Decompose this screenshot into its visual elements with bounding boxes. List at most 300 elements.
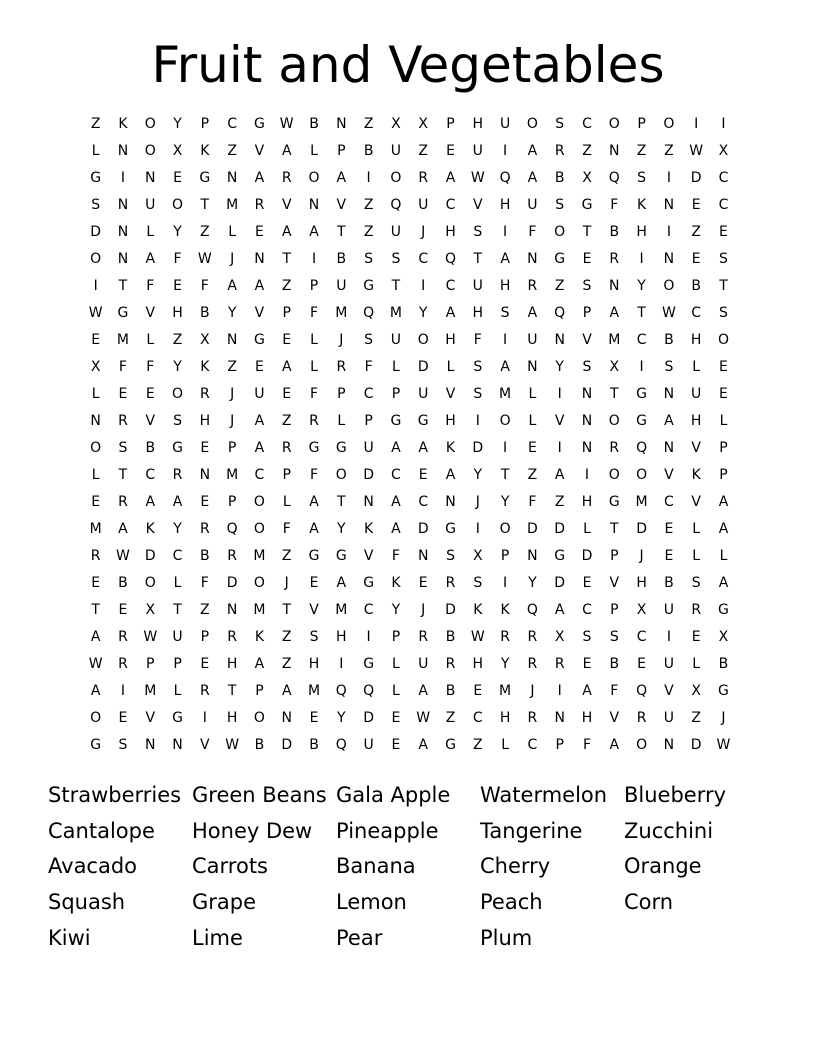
grid-letter[interactable]: U	[472, 142, 483, 159]
grid-letter[interactable]: Z	[554, 277, 565, 294]
grid-letter[interactable]: A	[281, 142, 292, 159]
grid-letter[interactable]: Q	[444, 250, 457, 267]
grid-letter[interactable]: A	[718, 493, 729, 510]
grid-letter[interactable]: B	[445, 628, 456, 645]
grid-letter[interactable]: H	[226, 655, 238, 672]
grid-letter[interactable]: O	[636, 736, 648, 753]
grid-letter[interactable]: M	[226, 466, 239, 483]
grid-letter[interactable]: S	[364, 331, 374, 348]
grid-letter[interactable]: Y	[227, 304, 237, 321]
grid-letter[interactable]: E	[309, 574, 319, 591]
grid-letter[interactable]: H	[499, 277, 511, 294]
grid-letter[interactable]: U	[691, 385, 702, 402]
grid-letter[interactable]: P	[391, 628, 401, 645]
grid-letter[interactable]: O	[90, 250, 102, 267]
grid-letter[interactable]: Z	[281, 628, 292, 645]
grid-letter[interactable]: D	[527, 520, 538, 537]
grid-letter[interactable]: P	[610, 547, 619, 564]
grid-letter[interactable]: Z	[363, 115, 374, 132]
grid-letter[interactable]: G	[117, 304, 129, 321]
grid-letter[interactable]: N	[117, 142, 129, 159]
grid-letter[interactable]: Q	[335, 682, 347, 699]
grid-letter[interactable]: N	[90, 412, 101, 429]
grid-letter[interactable]: V	[609, 709, 620, 726]
grid-letter[interactable]: A	[445, 169, 456, 186]
grid-letter[interactable]: J	[421, 601, 426, 618]
grid-letter[interactable]: M	[116, 331, 129, 348]
grid-letter[interactable]: F	[610, 196, 619, 213]
grid-letter[interactable]: N	[581, 439, 593, 456]
grid-letter[interactable]: S	[691, 574, 701, 591]
grid-letter[interactable]: C	[145, 466, 156, 483]
grid-letter[interactable]: G	[417, 412, 429, 429]
grid-letter[interactable]: G	[90, 169, 102, 186]
grid-letter[interactable]: S	[555, 196, 565, 213]
grid-letter[interactable]: Y	[555, 358, 564, 375]
grid-letter[interactable]: H	[499, 196, 511, 213]
grid-letter[interactable]: G	[90, 736, 102, 753]
grid-letter[interactable]: E	[173, 277, 182, 294]
grid-letter[interactable]: H	[581, 709, 593, 726]
grid-letter[interactable]: S	[664, 358, 674, 375]
grid-letter[interactable]: S	[309, 628, 319, 645]
grid-letter[interactable]: C	[636, 331, 647, 348]
grid-letter[interactable]: P	[337, 385, 346, 402]
grid-letter[interactable]: V	[609, 574, 620, 591]
grid-letter[interactable]: Z	[281, 412, 292, 429]
grid-letter[interactable]: S	[473, 385, 483, 402]
grid-letter[interactable]: E	[282, 331, 292, 348]
grid-letter[interactable]: O	[499, 412, 511, 429]
grid-letter[interactable]: H	[336, 628, 347, 645]
grid-letter[interactable]: E	[637, 655, 647, 672]
grid-letter[interactable]: Y	[173, 223, 182, 240]
grid-letter[interactable]: I	[93, 277, 98, 294]
grid-letter[interactable]: J	[230, 412, 235, 429]
grid-letter[interactable]: U	[418, 385, 429, 402]
grid-letter[interactable]: Z	[664, 142, 674, 159]
grid-letter[interactable]: N	[226, 601, 238, 618]
grid-letter[interactable]: U	[472, 277, 483, 294]
grid-letter[interactable]: H	[199, 412, 211, 429]
grid-letter[interactable]: P	[282, 304, 291, 321]
grid-letter[interactable]: Y	[528, 574, 537, 591]
grid-letter[interactable]: R	[418, 628, 429, 645]
grid-letter[interactable]: A	[336, 574, 347, 591]
grid-letter[interactable]: G	[335, 439, 347, 456]
grid-letter[interactable]: U	[390, 223, 402, 240]
grid-letter[interactable]: B	[445, 682, 456, 699]
grid-letter[interactable]: F	[200, 277, 209, 294]
grid-letter[interactable]: C	[582, 601, 592, 618]
grid-letter[interactable]: O	[90, 709, 102, 726]
grid-letter[interactable]: O	[308, 169, 320, 186]
grid-letter[interactable]: R	[527, 628, 538, 645]
grid-letter[interactable]: E	[719, 385, 728, 402]
grid-letter[interactable]: Z	[281, 547, 292, 564]
grid-letter[interactable]: V	[445, 385, 456, 402]
grid-letter[interactable]: S	[118, 736, 128, 753]
grid-letter[interactable]: E	[527, 439, 537, 456]
grid-letter[interactable]: Q	[526, 601, 538, 618]
grid-letter[interactable]: E	[91, 574, 101, 591]
grid-letter[interactable]: E	[391, 709, 401, 726]
grid-letter[interactable]: O	[172, 385, 184, 402]
grid-letter[interactable]: M	[499, 682, 512, 699]
grid-letter[interactable]: N	[663, 250, 675, 267]
grid-letter[interactable]: I	[366, 169, 371, 186]
grid-letter[interactable]: L	[337, 412, 346, 429]
grid-letter[interactable]: M	[635, 493, 648, 510]
grid-letter[interactable]: L	[310, 331, 318, 348]
grid-letter[interactable]: V	[200, 736, 210, 753]
grid-letter[interactable]: F	[173, 250, 182, 267]
grid-letter[interactable]: A	[145, 493, 156, 510]
grid-letter[interactable]: L	[692, 655, 701, 672]
grid-letter[interactable]: G	[254, 115, 265, 132]
grid-letter[interactable]: G	[199, 169, 211, 186]
grid-letter[interactable]: V	[336, 196, 347, 213]
grid-letter[interactable]: G	[390, 412, 402, 429]
grid-letter[interactable]: E	[118, 709, 128, 726]
grid-letter[interactable]: T	[610, 385, 619, 402]
grid-letter[interactable]: A	[718, 574, 729, 591]
grid-letter[interactable]: R	[90, 547, 101, 564]
grid-letter[interactable]: R	[199, 682, 210, 699]
grid-letter[interactable]: E	[200, 439, 210, 456]
grid-letter[interactable]: H	[472, 115, 484, 132]
grid-letter[interactable]: L	[392, 358, 400, 375]
grid-letter[interactable]: N	[417, 547, 429, 564]
grid-letter[interactable]: A	[281, 682, 292, 699]
grid-letter[interactable]: Z	[90, 115, 101, 132]
grid-letter[interactable]: E	[391, 736, 401, 753]
grid-letter[interactable]: A	[609, 304, 620, 321]
grid-letter[interactable]: R	[281, 439, 292, 456]
grid-letter[interactable]: U	[145, 196, 156, 213]
grid-letter[interactable]: Z	[582, 142, 592, 159]
grid-letter[interactable]: U	[418, 196, 429, 213]
grid-letter[interactable]: A	[90, 628, 101, 645]
grid-letter[interactable]: N	[199, 466, 211, 483]
grid-letter[interactable]: E	[200, 493, 210, 510]
grid-letter[interactable]: O	[90, 439, 102, 456]
grid-letter[interactable]: W	[661, 304, 676, 321]
grid-letter[interactable]: H	[690, 331, 702, 348]
grid-letter[interactable]: U	[363, 736, 374, 753]
grid-letter[interactable]: V	[254, 142, 265, 159]
grid-letter[interactable]: W	[88, 655, 103, 672]
grid-letter[interactable]: Q	[390, 196, 402, 213]
grid-letter[interactable]: A	[664, 412, 674, 429]
grid-letter[interactable]: K	[118, 115, 128, 132]
grid-letter[interactable]: N	[281, 709, 292, 726]
grid-letter[interactable]: U	[527, 196, 538, 213]
grid-letter[interactable]: I	[584, 466, 590, 483]
grid-letter[interactable]: O	[335, 466, 347, 483]
grid-letter[interactable]: W	[143, 628, 158, 645]
grid-letter[interactable]: A	[281, 358, 292, 375]
grid-letter[interactable]: J	[721, 709, 726, 726]
grid-letter[interactable]: A	[254, 412, 265, 429]
letter-grid[interactable]	[82, 110, 738, 758]
grid-letter[interactable]: J	[530, 682, 535, 699]
grid-letter[interactable]: I	[557, 385, 562, 402]
grid-letter[interactable]: W	[88, 304, 103, 321]
grid-letter[interactable]: A	[500, 250, 510, 267]
grid-letter[interactable]: D	[636, 520, 647, 537]
grid-letter[interactable]: F	[309, 304, 319, 321]
grid-letter[interactable]: M	[335, 601, 348, 618]
grid-letter[interactable]: A	[254, 169, 265, 186]
grid-letter[interactable]: A	[118, 520, 128, 537]
grid-letter[interactable]: P	[446, 115, 455, 132]
grid-letter[interactable]: C	[527, 736, 538, 753]
grid-letter[interactable]: H	[636, 574, 647, 591]
grid-letter[interactable]: R	[199, 520, 210, 537]
grid-letter[interactable]: L	[173, 682, 182, 699]
grid-letter[interactable]: P	[500, 547, 510, 564]
grid-letter[interactable]: N	[527, 547, 538, 564]
grid-letter[interactable]: S	[582, 628, 592, 645]
grid-letter[interactable]: R	[554, 655, 565, 672]
grid-letter[interactable]: C	[718, 169, 729, 186]
grid-letter[interactable]: L	[91, 466, 100, 483]
grid-letter[interactable]: C	[227, 115, 238, 132]
grid-letter[interactable]: R	[254, 196, 265, 213]
grid-letter[interactable]: A	[227, 277, 237, 294]
grid-letter[interactable]: R	[636, 709, 647, 726]
grid-letter[interactable]: I	[639, 250, 644, 267]
grid-letter[interactable]: S	[719, 250, 728, 267]
grid-letter[interactable]: I	[503, 223, 508, 240]
grid-letter[interactable]: F	[200, 574, 209, 591]
grid-letter[interactable]: Z	[281, 655, 292, 672]
grid-letter[interactable]: A	[254, 655, 265, 672]
grid-letter[interactable]: B	[363, 142, 374, 159]
grid-letter[interactable]: Q	[226, 520, 238, 537]
grid-letter[interactable]: L	[310, 142, 318, 159]
grid-letter[interactable]: T	[200, 196, 210, 213]
grid-letter[interactable]: H	[445, 223, 456, 240]
grid-letter[interactable]: P	[555, 736, 564, 753]
grid-letter[interactable]: T	[610, 520, 619, 537]
grid-letter[interactable]: E	[145, 385, 155, 402]
grid-letter[interactable]: R	[500, 628, 510, 645]
grid-letter[interactable]: K	[200, 142, 210, 159]
grid-letter[interactable]: E	[91, 493, 101, 510]
grid-letter[interactable]: K	[445, 439, 456, 456]
grid-letter[interactable]: S	[446, 547, 455, 564]
grid-letter[interactable]: Z	[691, 709, 701, 726]
grid-letter[interactable]: L	[528, 385, 537, 402]
grid-letter[interactable]: L	[583, 520, 591, 537]
grid-letter[interactable]: P	[200, 115, 210, 132]
grid-letter[interactable]: B	[200, 547, 210, 564]
grid-letter[interactable]: E	[582, 574, 592, 591]
grid-letter[interactable]: V	[473, 196, 483, 213]
grid-letter[interactable]: W	[716, 736, 731, 753]
grid-letter[interactable]: A	[254, 277, 265, 294]
grid-letter[interactable]: V	[145, 412, 156, 429]
grid-letter[interactable]: D	[554, 574, 566, 591]
grid-letter[interactable]: A	[527, 304, 538, 321]
grid-letter[interactable]: I	[503, 574, 508, 591]
grid-letter[interactable]: L	[446, 358, 455, 375]
grid-letter[interactable]: W	[116, 547, 130, 564]
grid-letter[interactable]: E	[309, 709, 319, 726]
grid-letter[interactable]: G	[554, 547, 566, 564]
grid-letter[interactable]: E	[118, 385, 128, 402]
grid-letter[interactable]: R	[418, 169, 429, 186]
grid-letter[interactable]: K	[473, 601, 483, 618]
grid-letter[interactable]: V	[309, 601, 319, 618]
grid-letter[interactable]: L	[392, 682, 400, 699]
grid-letter[interactable]: G	[445, 736, 456, 753]
grid-letter[interactable]: N	[663, 385, 675, 402]
grid-letter[interactable]: F	[528, 493, 537, 510]
grid-letter[interactable]: P	[364, 412, 373, 429]
grid-letter[interactable]: D	[472, 439, 484, 456]
grid-letter[interactable]: G	[363, 277, 375, 294]
grid-letter[interactable]: Q	[499, 169, 511, 186]
grid-letter[interactable]: X	[718, 628, 729, 645]
grid-letter[interactable]: G	[254, 331, 265, 348]
grid-letter[interactable]: X	[636, 601, 647, 618]
grid-letter[interactable]: R	[172, 466, 183, 483]
grid-letter[interactable]: E	[173, 169, 182, 186]
grid-letter[interactable]: S	[391, 250, 401, 267]
grid-letter[interactable]: Z	[227, 358, 237, 375]
grid-letter[interactable]: B	[336, 250, 347, 267]
grid-letter[interactable]: S	[609, 628, 619, 645]
grid-letter[interactable]: A	[336, 169, 347, 186]
grid-letter[interactable]: O	[253, 520, 265, 537]
grid-letter[interactable]: O	[499, 520, 511, 537]
grid-letter[interactable]: O	[253, 574, 265, 591]
grid-letter[interactable]: O	[636, 466, 648, 483]
grid-letter[interactable]: O	[717, 331, 729, 348]
grid-letter[interactable]: R	[609, 439, 620, 456]
grid-letter[interactable]: N	[554, 709, 565, 726]
grid-letter[interactable]: E	[691, 628, 701, 645]
grid-letter[interactable]: G	[363, 655, 375, 672]
grid-letter[interactable]: D	[363, 709, 374, 726]
grid-letter[interactable]: D	[417, 358, 429, 375]
grid-letter[interactable]: Z	[445, 709, 456, 726]
grid-letter[interactable]: T	[500, 466, 510, 483]
grid-letter[interactable]: R	[118, 493, 128, 510]
grid-letter[interactable]: B	[200, 304, 210, 321]
grid-letter[interactable]: X	[718, 142, 729, 159]
grid-letter[interactable]: J	[284, 574, 289, 591]
grid-letter[interactable]: L	[719, 412, 728, 429]
grid-letter[interactable]: A	[527, 169, 538, 186]
grid-letter[interactable]: B	[309, 736, 319, 753]
grid-letter[interactable]: S	[473, 358, 483, 375]
grid-letter[interactable]: A	[418, 736, 428, 753]
grid-letter[interactable]: J	[475, 493, 480, 510]
grid-letter[interactable]: C	[254, 466, 265, 483]
grid-letter[interactable]: N	[663, 736, 675, 753]
grid-letter[interactable]: H	[226, 709, 238, 726]
grid-letter[interactable]: H	[472, 655, 484, 672]
grid-letter[interactable]: U	[172, 628, 183, 645]
grid-letter[interactable]: F	[610, 682, 619, 699]
grid-letter[interactable]: E	[719, 358, 728, 375]
grid-letter[interactable]: K	[391, 574, 401, 591]
grid-letter[interactable]: I	[421, 277, 426, 294]
grid-letter[interactable]: X	[172, 142, 183, 159]
grid-letter[interactable]: S	[118, 439, 128, 456]
grid-letter[interactable]: L	[228, 223, 237, 240]
grid-letter[interactable]: S	[637, 169, 647, 186]
grid-letter[interactable]: B	[254, 736, 265, 753]
grid-letter[interactable]: F	[473, 331, 482, 348]
grid-letter[interactable]: N	[254, 250, 265, 267]
grid-letter[interactable]: K	[364, 520, 374, 537]
grid-letter[interactable]: P	[255, 682, 264, 699]
grid-letter[interactable]: T	[282, 601, 291, 618]
grid-letter[interactable]: I	[339, 655, 344, 672]
grid-letter[interactable]: E	[664, 520, 674, 537]
grid-letter[interactable]: Y	[500, 493, 510, 510]
grid-letter[interactable]: I	[120, 682, 126, 699]
grid-letter[interactable]: P	[227, 493, 237, 510]
grid-letter[interactable]: B	[718, 655, 729, 672]
grid-letter[interactable]: X	[554, 628, 565, 645]
grid-letter[interactable]: N	[308, 196, 320, 213]
grid-letter[interactable]: O	[608, 115, 620, 132]
grid-letter[interactable]: A	[609, 736, 620, 753]
grid-letter[interactable]: G	[308, 547, 320, 564]
grid-letter[interactable]: D	[445, 601, 456, 618]
grid-letter[interactable]: N	[117, 223, 129, 240]
grid-letter[interactable]: X	[473, 547, 483, 564]
grid-letter[interactable]: D	[690, 169, 702, 186]
grid-letter[interactable]: V	[664, 466, 674, 483]
grid-letter[interactable]: T	[118, 466, 128, 483]
grid-letter[interactable]: P	[719, 439, 728, 456]
grid-letter[interactable]: C	[363, 601, 374, 618]
grid-letter[interactable]: N	[363, 493, 374, 510]
grid-letter[interactable]: M	[89, 520, 102, 537]
grid-letter[interactable]: Z	[473, 736, 483, 753]
grid-letter[interactable]: Z	[527, 466, 538, 483]
grid-letter[interactable]: S	[473, 223, 483, 240]
grid-letter[interactable]: Y	[173, 115, 182, 132]
grid-letter[interactable]: C	[472, 709, 483, 726]
grid-letter[interactable]: F	[364, 358, 373, 375]
grid-letter[interactable]: L	[692, 547, 701, 564]
grid-letter[interactable]: L	[91, 385, 100, 402]
grid-letter[interactable]: B	[145, 439, 156, 456]
grid-letter[interactable]: Y	[337, 520, 346, 537]
grid-letter[interactable]: Z	[200, 223, 210, 240]
grid-letter[interactable]: A	[309, 493, 319, 510]
grid-letter[interactable]: O	[608, 412, 620, 429]
grid-letter[interactable]: A	[309, 520, 319, 537]
grid-letter[interactable]: L	[528, 412, 537, 429]
grid-letter[interactable]: R	[527, 277, 538, 294]
grid-letter[interactable]: C	[391, 466, 401, 483]
grid-letter[interactable]: G	[445, 520, 456, 537]
grid-letter[interactable]: B	[664, 331, 674, 348]
grid-letter[interactable]: A	[90, 682, 101, 699]
grid-letter[interactable]: D	[690, 736, 702, 753]
grid-letter[interactable]: N	[117, 196, 129, 213]
grid-letter[interactable]: U	[663, 601, 674, 618]
